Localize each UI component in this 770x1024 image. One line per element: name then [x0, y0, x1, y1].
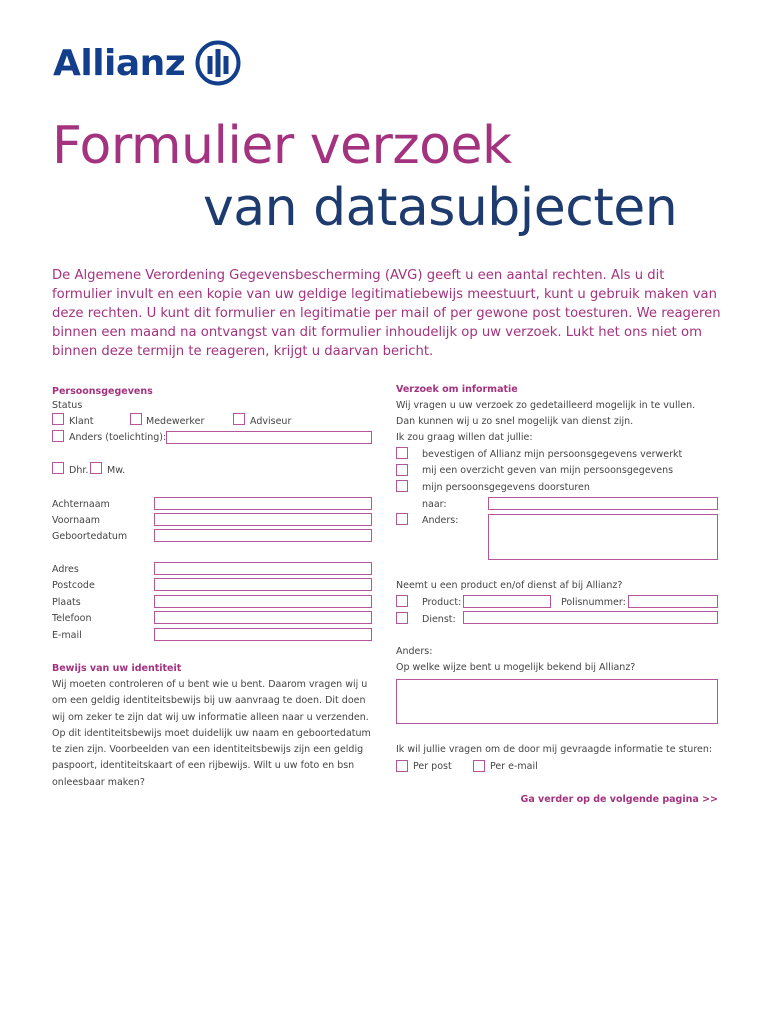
identity-line: Wij moeten controleren of u bent wie u bent. Daarom vragen wij u — [52, 679, 368, 690]
send-question: Ik wil jullie vragen om de door mij gevraagde informatie te sturen: — [396, 744, 713, 755]
product-input[interactable] — [463, 595, 551, 608]
achternaam-label: Achternaam — [52, 499, 110, 510]
policy-label: Polisnummer: — [561, 597, 626, 608]
option-overview-label: mij een overzicht geven van mijn persoonsgegevens — [422, 465, 674, 476]
brand-name: Allianz — [53, 42, 186, 84]
option-overview-checkbox[interactable] — [396, 464, 408, 476]
other2-label: Anders: — [396, 646, 433, 657]
geboortedatum-label: Geboortedatum — [52, 531, 128, 542]
send-post-checkbox[interactable] — [396, 760, 408, 772]
status-klant-label: Klant — [69, 416, 94, 427]
postcode-input[interactable] — [154, 578, 372, 591]
status-medewerker-checkbox[interactable] — [130, 413, 142, 425]
option-forward-checkbox[interactable] — [396, 480, 408, 492]
status-adviseur-label: Adviseur — [250, 416, 292, 427]
adres-input[interactable] — [154, 562, 372, 575]
allianz-logo — [53, 40, 241, 86]
status-klant-checkbox[interactable] — [52, 413, 64, 425]
voornaam-input[interactable] — [154, 513, 372, 526]
page-title-line2: van datasubjecten — [203, 178, 678, 238]
voornaam-label: Voornaam — [52, 515, 101, 526]
identity-line: om een geldig identiteitsbewijs bij uw aanvraag te doen. Dit doen — [52, 695, 366, 707]
send-email-label: Per e-mail — [490, 761, 538, 772]
plaats-input[interactable] — [154, 595, 372, 608]
status-medewerker-label: Medewerker — [146, 416, 205, 427]
telefoon-label: Telefoon — [52, 613, 92, 624]
naar-label: naar: — [422, 499, 447, 510]
intro-text: De Algemene Verordening Gegevensbescherming (AVG) geeft u een aantal rechten. Als u dit formulier invult en een kopie van uw geldige legitimatiebewijs meestuurt, kunt u gebruik maken van deze rechten. U kunt dit formulier en legitimatie per mail of per gewone post toesturen. We reageren binnen een maand na ontvangst van dit formulier inhoudelijk op uw verzoek. Lukt het ons niet om binnen deze termijn te reageren, krijgt u daarvan bericht. — [52, 268, 721, 359]
status-label: Status — [52, 400, 83, 411]
status-other-input[interactable] — [166, 431, 372, 444]
service-checkbox[interactable] — [396, 612, 408, 624]
identity-line: onleesbaar maken? — [52, 776, 145, 788]
policy-input[interactable] — [628, 595, 718, 608]
achternaam-input[interactable] — [154, 497, 372, 510]
dhr-checkbox[interactable] — [52, 462, 64, 474]
identity-line: wij om zeker te zijn dat wij uw informatie alleen naar u verzenden. — [52, 711, 369, 723]
status-adviseur-checkbox[interactable] — [233, 413, 245, 425]
service-input[interactable] — [463, 611, 718, 624]
anders-textarea[interactable] — [488, 514, 718, 560]
request-intro-line: Ik zou graag willen dat jullie: — [396, 432, 533, 443]
option-anders-checkbox[interactable] — [396, 513, 408, 525]
identity-line: Op dit identiteitsbewijs moet duidelijk uw naam en geboortedatum — [52, 727, 371, 739]
option-forward-label: mijn persoonsgegevens doorsturen — [422, 482, 590, 493]
request-intro-line: Wij vragen u uw verzoek zo gedetailleerd mogelijk in te vullen. — [396, 400, 696, 411]
adres-label: Adres — [52, 564, 79, 575]
anders-label: Anders: — [422, 515, 459, 526]
known-textarea[interactable] — [396, 679, 718, 724]
identity-heading: Bewijs van uw identiteit — [52, 663, 182, 674]
naar-input[interactable] — [488, 497, 718, 510]
email-label: E-mail — [52, 630, 82, 641]
page-title-line1: Formulier verzoek — [52, 116, 512, 176]
product-checkbox[interactable] — [396, 595, 408, 607]
request-heading: Verzoek om informatie — [396, 384, 518, 395]
identity-line: paspoort, identiteitskaart of een rijbewijs. Wilt u uw foto en bsn — [52, 760, 355, 772]
identity-line: te zien zijn. Voorbeelden van een identiteitsbewijs zijn een geldig — [52, 744, 364, 756]
geboortedatum-input[interactable] — [154, 529, 372, 542]
option-confirm-label: bevestigen of Allianz mijn persoonsgegevens verwerkt — [422, 449, 683, 460]
send-email-checkbox[interactable] — [473, 760, 485, 772]
product-question: Neemt u een product en/of dienst af bij Allianz? — [396, 580, 623, 591]
request-intro-line: Dan kunnen wij u zo snel mogelijk van dienst zijn. — [396, 416, 634, 427]
plaats-label: Plaats — [52, 597, 81, 608]
product-label: Product: — [422, 597, 462, 608]
allianz-eagle-icon — [195, 40, 241, 86]
mw-checkbox[interactable] — [90, 462, 102, 474]
known-question: Op welke wijze bent u mogelijk bekend bij Allianz? — [396, 662, 636, 673]
status-other-label: Anders (toelichting): — [69, 432, 167, 443]
postcode-label: Postcode — [52, 580, 95, 591]
next-page-link[interactable]: Ga verder op de volgende pagina >> — [520, 794, 718, 805]
telefoon-input[interactable] — [154, 611, 372, 624]
mw-label: Mw. — [107, 465, 126, 476]
dhr-label: Dhr. — [69, 465, 89, 476]
send-post-label: Per post — [413, 761, 452, 772]
personal-heading: Persoonsgegevens — [52, 386, 153, 397]
service-label: Dienst: — [422, 614, 456, 625]
email-input[interactable] — [154, 628, 372, 641]
status-other-checkbox[interactable] — [52, 430, 64, 442]
identity-text — [52, 677, 382, 791]
option-confirm-checkbox[interactable] — [396, 447, 408, 459]
